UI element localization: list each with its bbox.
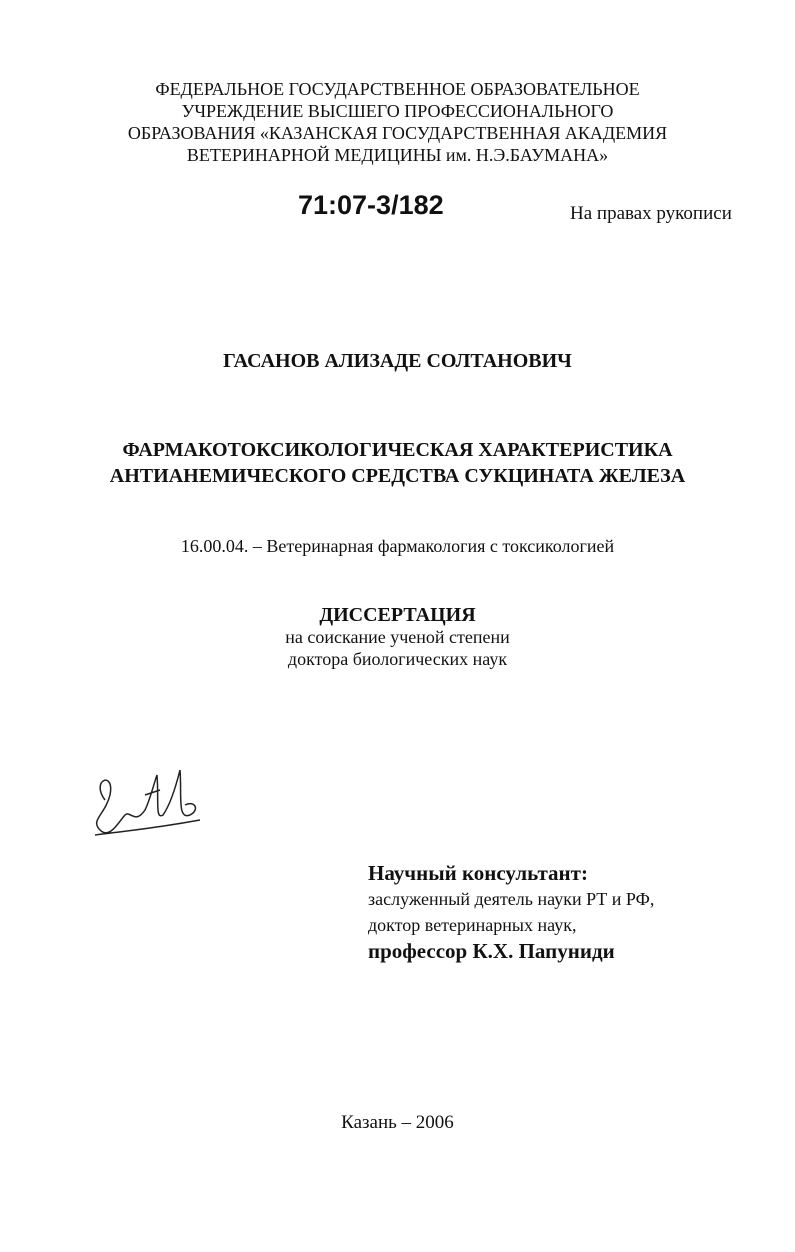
author-name: ГАСАНОВ АЛИЗАДЕ СОЛТАНОВИЧ [223, 350, 572, 372]
signature [85, 760, 215, 850]
city-year: Казань – 2006 [341, 1112, 454, 1133]
degree-block: ДИССЕРТАЦИЯ на соискание ученой степени доктора биологических наук [285, 604, 510, 669]
institution-header: ФЕДЕРАЛЬНОЕ ГОСУДАРСТВЕННОЕ ОБРАЗОВАТЕЛЬНОЕ УЧРЕЖДЕНИЕ ВЫСШЕГО ПРОФЕССИОНАЛЬНОГО ОБРАЗОВАНИЯ «КАЗАНСКАЯ ГОСУДАРСТВЕННАЯ АКАДЕМИЯ ВЕТЕРИНАРНОЙ МЕДИЦИНЫ им. Н.Э.БАУМАНА» [127, 79, 668, 165]
consultant-block: Научный консультант: заслуженный деятель науки РТ и РФ, доктор ветеринарных наук, профессор К.Х. Папуниди [368, 861, 655, 963]
specialty: 16.00.04. – Ветеринарная фармакология с токсикологией [180, 536, 615, 556]
dissertation-title: ФАРМАКОТОКСИКОЛОГИЧЕСКАЯ ХАРАКТЕРИСТИКА АНТИАНЕМИЧЕСКОГО СРЕДСТВА СУКЦИНАТА ЖЕЛЕЗА [109, 439, 686, 487]
manuscript-rights: На правах рукописи [570, 203, 732, 224]
catalog-code: 71:07-3/182 [298, 190, 444, 220]
